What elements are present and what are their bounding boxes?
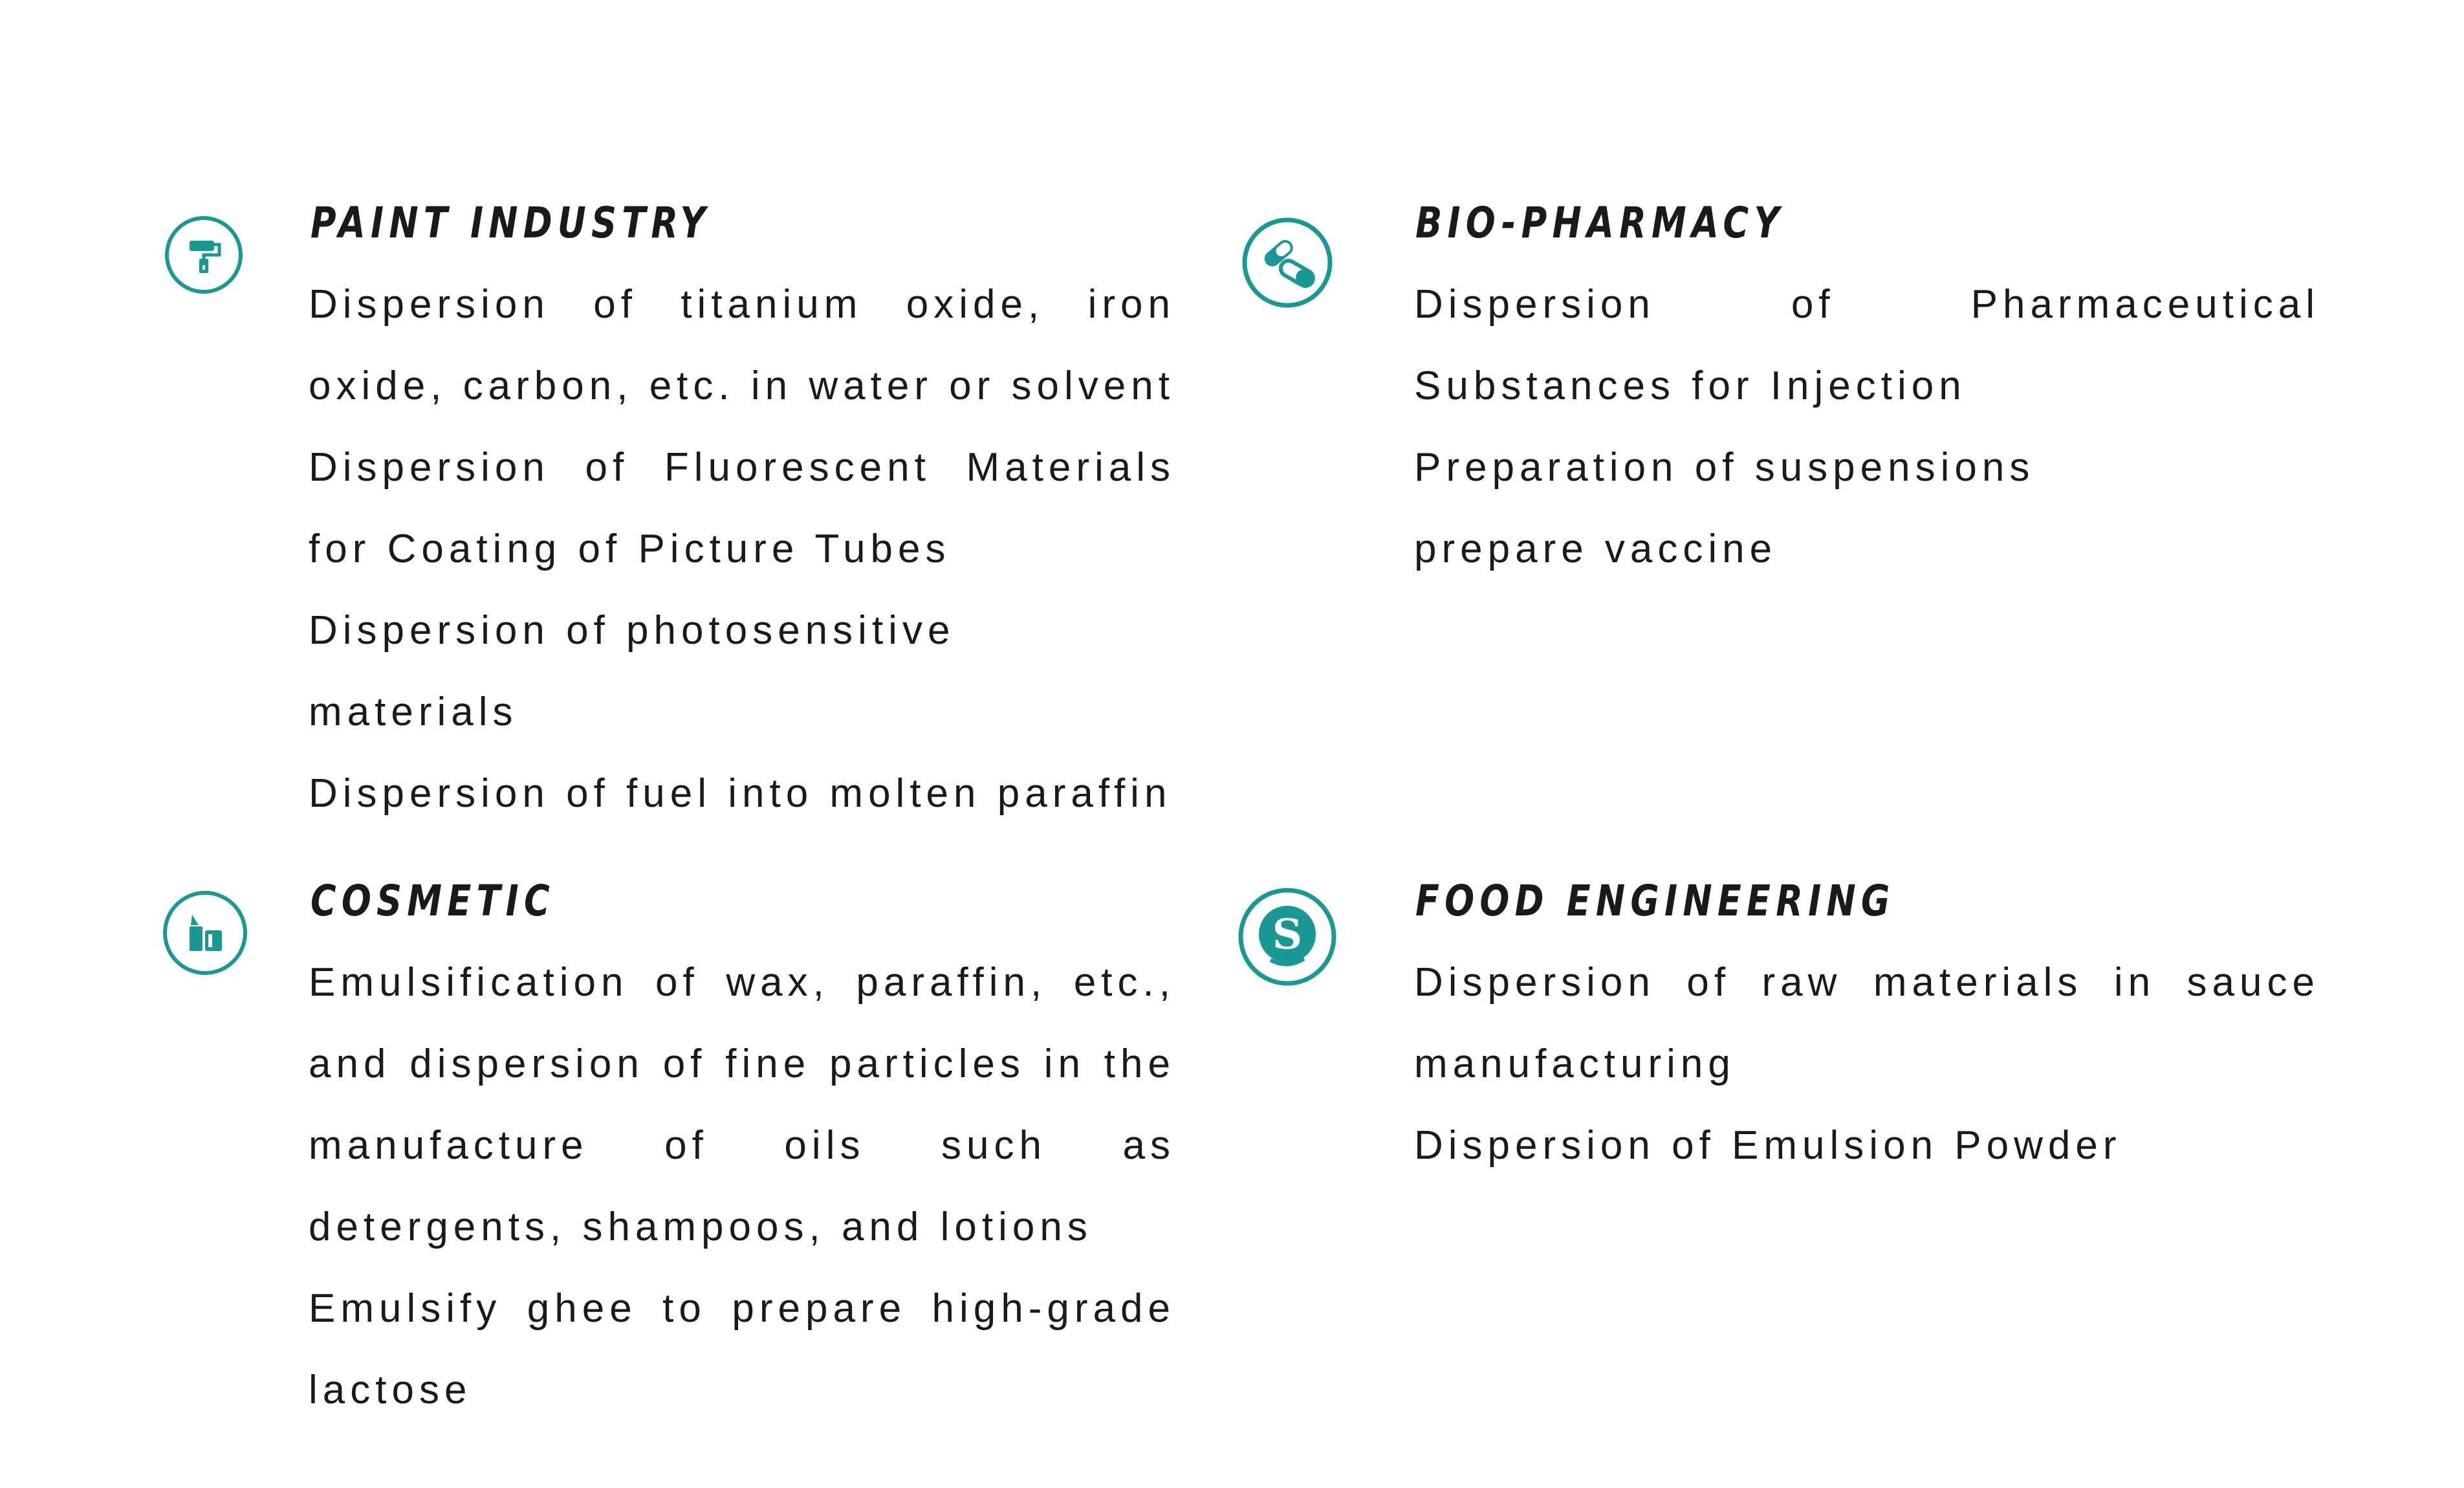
list-item: Dispersion of raw materials in sauce manufacturing <box>1414 960 2320 1086</box>
list-item: Emulsification of wax, paraffin, etc., and dispersion of fine particles in the manufacture of oils such as detergents, shampoos, and lotions <box>309 960 1175 1249</box>
svg-text:S: S <box>1272 910 1303 959</box>
list-item: Emulsify ghee to prepare high-grade lactose <box>309 1286 1175 1412</box>
section-body <box>309 264 1175 835</box>
section-body <box>1414 942 2320 1187</box>
section-title: FOOD ENGINEERING <box>1415 876 1895 926</box>
list-item: Dispersion of fuel into molten paraffin <box>309 771 1172 816</box>
list-item: Dispersion of photosensitive materials <box>309 608 955 734</box>
food-s-logo-icon <box>1237 886 1338 987</box>
paint-roller-icon <box>164 215 244 295</box>
section-title: COSMETIC <box>311 876 555 926</box>
section-title: PAINT INDUSTRY <box>311 198 711 248</box>
section-body <box>309 942 1175 1431</box>
list-item: Dispersion of titanium oxide, iron oxide, carbon, etc. in water or solvent <box>309 282 1175 408</box>
cosmetic-bottles-icon <box>161 889 249 977</box>
section-body <box>1414 264 2320 590</box>
list-item: Dispersion of Pharmaceutical Substances for Injection <box>1414 282 2320 408</box>
section-title: BIO-PHARMACY <box>1415 198 1785 248</box>
capsule-pills-icon <box>1241 216 1334 309</box>
list-item: prepare vaccine <box>1414 527 1778 571</box>
list-item: Dispersion of Fluorescent Materials for Coating of Picture Tubes <box>309 445 1175 571</box>
list-item: Dispersion of Emulsion Powder <box>1414 1123 2122 1168</box>
list-item: Preparation of suspensions <box>1414 445 2035 490</box>
